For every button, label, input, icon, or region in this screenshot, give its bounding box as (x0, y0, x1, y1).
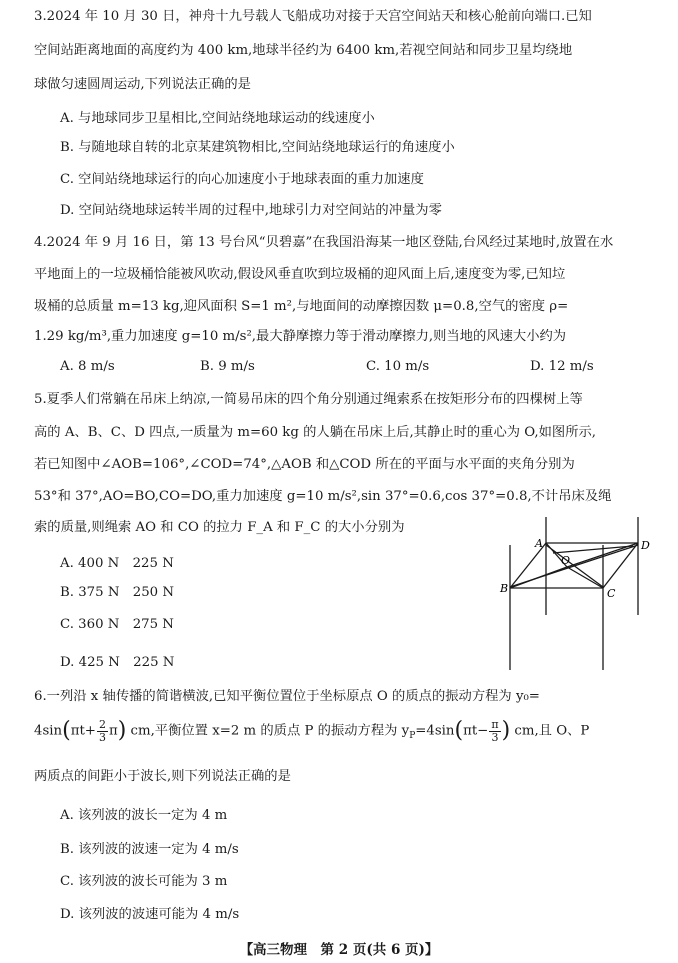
q5-option-a: A. 400 N 225 N (60, 556, 174, 571)
q3-option-c: C. 空间站绕地球运行的向心加速度小于地球表面的重力加速度 (60, 172, 424, 187)
q6-sin-2: =4sin (415, 723, 455, 739)
q6-option-a: A. 该列波的波长一定为 4 m (60, 808, 228, 823)
label-d: D (641, 539, 650, 552)
page-footer: 【高三物理 第 2 页(共 6 页)】 (239, 942, 439, 958)
q6-subscript-p: P (409, 731, 416, 742)
q5-line-5: 索的质量,则绳索 AO 和 CO 的拉力 F_A 和 F_C 的大小分别为 (34, 520, 405, 535)
label-b: B (500, 582, 509, 595)
q5-line-2: 高的 A、B、C、D 四点,一质量为 m=60 kg 的人躺在吊床上后,其静止时的重心为 O,如图所示, (34, 425, 597, 440)
q6-option-b: B. 该列波的波速一定为 4 m/s (60, 842, 239, 857)
fraction-2-3-numerator: 2 (98, 717, 106, 731)
q5-line-4: 53°和 37°,AO=BO,CO=DO,重力加速度 g=10 m/s²,sin 37°=0.6,cos 37°=0.8,不计吊床及绳 (34, 489, 612, 504)
q5-option-c: C. 360 N 275 N (60, 617, 174, 632)
paren-close-1: ) (117, 718, 127, 743)
q3-line-1: 3.2024 年 10 月 30 日，神舟十九号载人飞船成功对接于天宫空间站天和核心舱前向端口.已知 (34, 9, 592, 24)
label-c: C (607, 587, 616, 600)
q4-option-b: B. 9 m/s (200, 359, 255, 374)
q3-option-d: D. 空间站绕地球运转半周的过程中,地球引力对空间站的冲量为零 (60, 203, 442, 218)
q6-line-3: 两质点的间距小于波长,则下列说法正确的是 (34, 769, 291, 784)
q6-option-c: C. 该列波的波长可能为 3 m (60, 874, 228, 889)
q5-line-1: 5.夏季人们常躺在吊床上纳凉,一简易吊床的四个角分别通过绳索系在按矩形分布的四棵树上等 (34, 392, 583, 407)
q4-option-a: A. 8 m/s (60, 359, 115, 374)
q4-options (60, 359, 620, 377)
q3-option-b: B. 与随地球自转的北京某建筑物相比,空间站绕地球运行的角速度小 (60, 140, 455, 155)
q6-phase-2: πt− (463, 723, 489, 739)
q4-line-1: 4.2024 年 9 月 16 日，第 13 号台风“贝碧嘉”在我国沿海某一地区登陆,台风经过某地时,放置在水 (34, 235, 614, 250)
q4-option-c: C. 10 m/s (366, 359, 430, 374)
q4-line-3: 圾桶的总质量 m=13 kg,迎风面积 S=1 m²,与地面间的动摩擦因数 μ=0.8,空气的密度 ρ= (34, 299, 569, 314)
edge-dc (603, 543, 638, 588)
q6-line-1: 6.一列沿 x 轴传播的简谐横波,已知平衡位置位于坐标原点 O 的质点的振动方程为 y₀= (34, 689, 540, 704)
hammock-inner-3 (553, 546, 633, 553)
q6-sin-1: 4sin (34, 723, 63, 739)
paren-open-2: ( (454, 718, 464, 743)
q6-phase-1: πt+ (70, 723, 96, 739)
q4-line-2: 平地面上的一垃圾桶恰能被风吹动,假设风垂直吹到垃圾桶的迎风面上后,速度变为零,已知垃 (34, 267, 566, 282)
fraction-2-3-denominator: 3 (98, 730, 106, 744)
paren-close-2: ) (501, 718, 511, 743)
q3-option-a: A. 与地球同步卫星相比,空间站绕地球运动的线速度小 (60, 111, 375, 126)
hammock-figure (495, 515, 665, 675)
q5-line-3: 若已知图中∠AOB=106°,∠COD=74°,△AOB 和△COD 所在的平面与水平面的夹角分别为 (34, 457, 575, 472)
q6-line-2 (34, 716, 589, 751)
q3-line-3: 球做匀速圆周运动,下列说法正确的是 (34, 77, 251, 92)
fraction-2-3 (97, 719, 108, 744)
q5-option-b: B. 375 N 250 N (60, 585, 175, 600)
q4-option-d: D. 12 m/s (530, 359, 594, 374)
q4-line-4: 1.29 kg/m³,重力加速度 g=10 m/s²,最大静摩擦力等于滑动摩擦力,则当地的风速大小约为 (34, 329, 567, 344)
label-o: O (561, 554, 571, 567)
fraction-pi-3 (489, 719, 500, 744)
q6-end-text: cm,且 O、P (510, 723, 590, 739)
q6-mid-text: cm,平衡位置 x=2 m 的质点 P 的振动方程为 y (126, 723, 410, 739)
q5-option-d: D. 425 N 225 N (60, 655, 175, 670)
q3-line-2: 空间站距离地面的高度约为 400 km,地球半径约为 6400 km,若视空间站和同步卫星均绕地 (34, 43, 573, 58)
label-a: A (535, 537, 543, 550)
q6-option-d: D. 该列波的波速可能为 4 m/s (60, 907, 240, 922)
fraction-pi-3-numerator: π (491, 717, 499, 731)
paren-open-1: ( (62, 718, 71, 743)
q6-pi-1: π (108, 723, 118, 739)
fraction-pi-3-denominator: 3 (491, 730, 499, 744)
rope-co (567, 567, 603, 588)
